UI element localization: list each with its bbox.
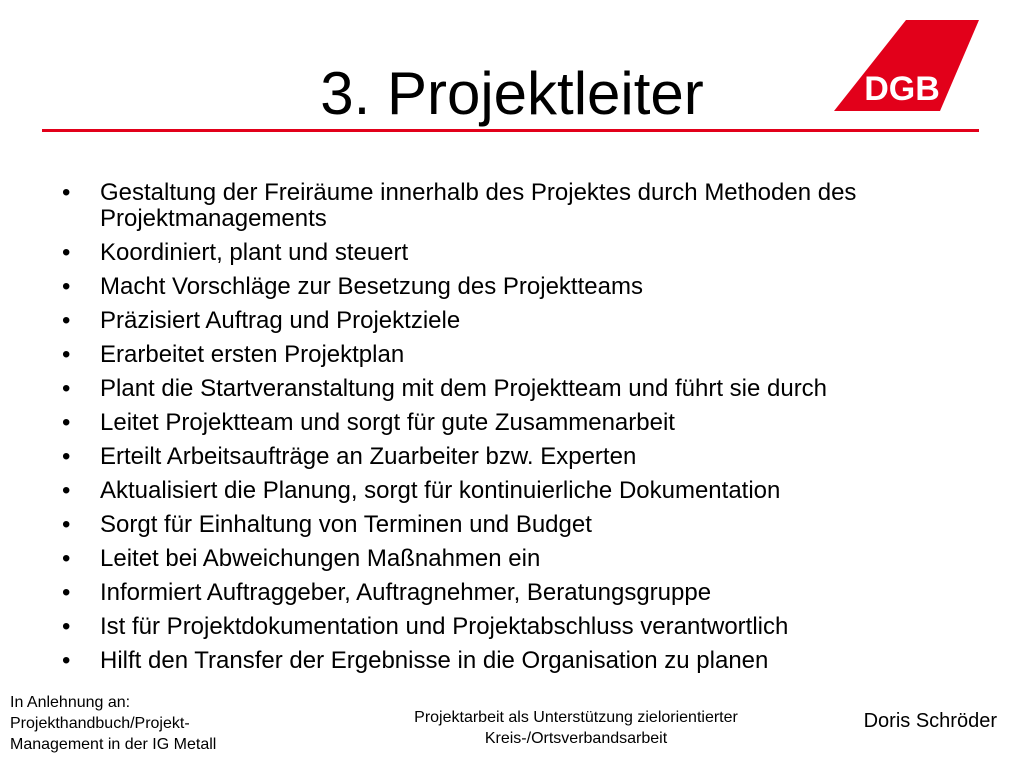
list-item-text: Plant die Startveranstaltung mit dem Projektteam und führt sie durch xyxy=(100,375,828,402)
bullet-icon: • xyxy=(62,511,71,538)
list-item-text: Ist für Projektdokumentation und Projektabschluss verantwortlich xyxy=(100,613,789,640)
list-item xyxy=(62,342,982,368)
bullet-icon: • xyxy=(62,579,71,606)
footer-source xyxy=(10,692,300,755)
list-item-text: Aktualisiert die Planung, sorgt für kontinuierliche Dokumentation xyxy=(100,477,781,504)
list-item xyxy=(62,410,982,436)
list-item xyxy=(62,614,982,640)
list-item-text: Gestaltung der Freiräume innerhalb des Projektes durch Methoden des Projektmanagements xyxy=(100,179,857,232)
list-item xyxy=(62,478,982,504)
list-item-text: Informiert Auftraggeber, Auftragnehmer, Beratungsgruppe xyxy=(100,579,712,606)
bullet-icon: • xyxy=(62,409,71,436)
footer-subject xyxy=(360,707,792,749)
bullet-icon: • xyxy=(62,545,71,572)
title-divider xyxy=(42,129,979,132)
bullet-icon: • xyxy=(62,341,71,368)
bullet-icon: • xyxy=(62,647,71,674)
list-item xyxy=(62,580,982,606)
list-item xyxy=(62,274,982,300)
list-item xyxy=(62,648,982,674)
bullet-icon: • xyxy=(62,179,71,206)
list-item-text: Hilft den Transfer der Ergebnisse in die Organisation zu planen xyxy=(100,647,769,674)
bullet-icon: • xyxy=(62,613,71,640)
footer-source-line: Projekthandbuch/Projekt- xyxy=(10,715,190,732)
footer-subject-line: Projektarbeit als Unterstützung zielorientierter xyxy=(414,709,738,726)
list-item-text: Präzisiert Auftrag und Projektziele xyxy=(100,307,461,334)
bullet-icon: • xyxy=(62,375,71,402)
list-item xyxy=(62,512,982,538)
bullet-icon: • xyxy=(62,273,71,300)
list-item xyxy=(62,546,982,572)
bullet-icon: • xyxy=(62,477,71,504)
list-item-text: Koordiniert, plant und steuert xyxy=(100,239,409,266)
list-item-text: Leitet bei Abweichungen Maßnahmen ein xyxy=(100,545,541,572)
bullet-icon: • xyxy=(62,443,71,470)
footer-source-line: In Anlehnung an: xyxy=(10,694,131,711)
list-item-text: Leitet Projektteam und sorgt für gute Zusammenarbeit xyxy=(100,409,675,436)
footer-subject-line: Kreis-/Ortsverbandsarbeit xyxy=(484,730,668,747)
list-item xyxy=(62,180,980,232)
bullet-list xyxy=(62,180,982,682)
list-item xyxy=(62,444,982,470)
list-item xyxy=(62,376,982,402)
list-item-text: Macht Vorschläge zur Besetzung des Projektteams xyxy=(100,273,643,300)
dgb-logo xyxy=(834,20,979,111)
list-item-text: Sorgt für Einhaltung von Terminen und Budget xyxy=(100,511,592,538)
footer-author: Doris Schröder xyxy=(863,710,997,732)
bullet-icon: • xyxy=(62,307,71,334)
list-item xyxy=(62,240,982,266)
list-item-text: Erteilt Arbeitsaufträge an Zuarbeiter bzw. Experten xyxy=(100,443,637,470)
logo-text: DGB xyxy=(864,70,940,108)
bullet-icon: • xyxy=(62,239,71,266)
list-item-text: Erarbeitet ersten Projektplan xyxy=(100,341,405,368)
list-item xyxy=(62,308,982,334)
footer-source-line: Management in der IG Metall xyxy=(10,736,217,753)
slide-title: 3. Projektleiter xyxy=(320,60,704,127)
